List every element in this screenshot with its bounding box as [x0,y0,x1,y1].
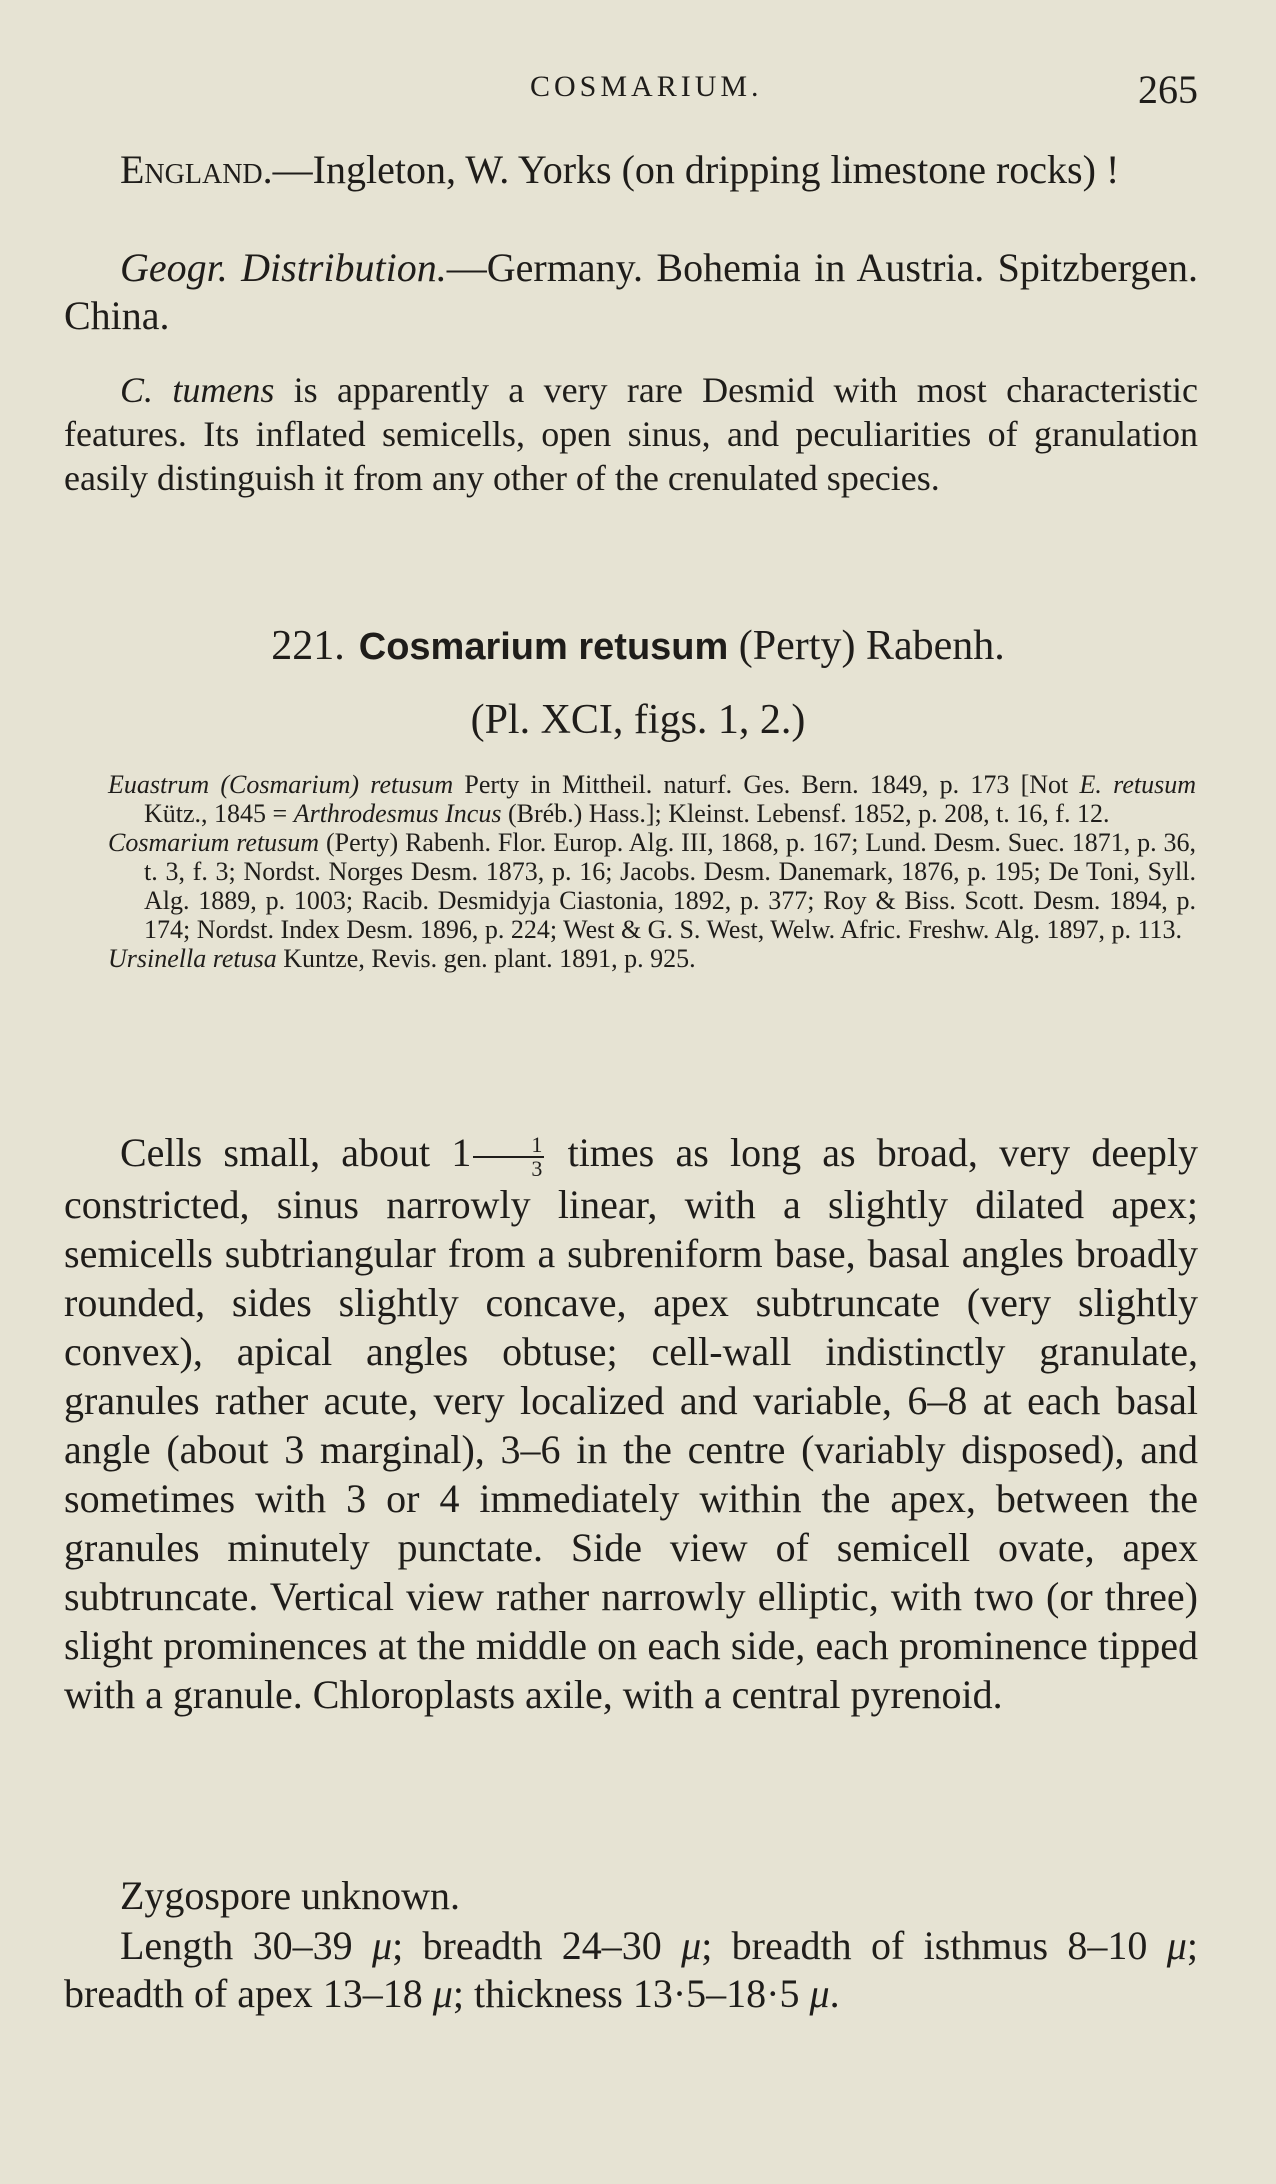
zygospore-note: Zygospore unknown. [120,1873,460,1918]
synonym-entry [108,944,1196,973]
fraction [473,1131,544,1181]
measurement-text: Length 30–39 [120,1923,372,1968]
england-text: —Ingleton, W. Yorks (on dripping limestone rocks) ! [272,147,1120,192]
species-heading [0,622,1276,670]
measurement-text: ; breadth of isthmus 8–10 [701,1923,1167,1968]
synonym-entry [108,770,1196,828]
england-record [64,146,1198,194]
note-species: C. tumens [120,370,275,410]
synonym-taxon: Ursinella retusa [108,944,277,973]
synonym-taxon: Cosmarium retusum [108,828,320,857]
micron-unit: μ [681,1923,702,1968]
measurement-text: ; breadth of apex 13–18 [64,1923,1198,2016]
fraction-denominator: 3 [531,1155,543,1181]
note-text: is apparently a very rare Desmid with most characteristic features. Its inflated semicells, open sinus, and peculiarities of granulation easily distinguish it from any other of the crenulated species. [64,370,1199,498]
synonym-citation: (Perty) Rabenh. Flor. Europ. Alg. III, 1868, p. 167; Lund. Desm. Suec. 1871, p. 36, t. 3, f. 3; Nordst. Norges Desm. 1873, p. 16; Jacobs. Desm. Danemark, 1876, p. 195; De Toni, Syll. Alg. 1889, p. 1003; Racib. Desmidyja Ciastonia, 1892, p. 377; Roy & Biss. Scott. Desm. 1894, p. 174; Nordst. Index Desm. 1896, p. 224; West & G. S. West, Welw. Afric. Freshw. Alg. 1897, p. 113. [144,828,1196,944]
species-authority: (Perty) Rabenh. [738,623,1005,669]
page-header [0,66,1276,116]
fraction-numerator: 1 [473,1134,544,1158]
distribution-text: —Germany. Bohemia in Austria. Spitzbergen. China. [64,245,1199,338]
running-title: COSMARIUM. [530,70,763,103]
plate-reference: (Pl. XCI, figs. 1, 2.) [470,697,806,743]
micron-unit: μ [432,1971,453,2016]
synonym-taxon: Arthrodesmus Incus [293,799,502,828]
micron-unit: μ [1166,1923,1187,1968]
synonym-taxon: E. retusum [1079,770,1196,799]
description-start: Cells small, about 1 [120,1130,472,1175]
description-paragraph [64,1128,1198,1719]
distribution-label: Geogr. Distribution. [120,245,447,290]
geographic-distribution [64,244,1198,340]
species-name: Cosmarium retusum [358,626,729,668]
note-paragraph [64,368,1198,500]
synonym-entry [108,828,1196,944]
description-rest: times as long as broad, very deeply constricted, sinus narrowly linear, with a slightly dilated apex; semicells subtriangular from a subreniform base, basal angles broadly rounded, sides slightly concave, apex subtruncate (very slightly convex), apical angles obtuse; cell-wall indistinctly granulate, granules rather acute, very localized and variable, 6–8 at each basal angle (about 3 marginal), 3–6 in the centre (variably disposed), and sometimes with 3 or 4 immediately within the apex, between the granules minutely punctate. Side view of semicell ovate, apex subtruncate. Vertical view rather narrowly elliptic, with two (or three) slight prominences at the middle on each side, each prominence tipped with a granule. Chloroplasts axile, with a central pyrenoid. [64,1130,1198,1717]
synonymy-list [108,770,1196,973]
measurement-text: ; breadth 24–30 [392,1923,682,1968]
measurement-text: . [829,1971,840,2016]
page-number: 265 [1138,67,1198,112]
synonym-citation: Perty in Mittheil. naturf. Ges. Bern. 1849, p. 173 [Not [453,770,1080,799]
england-label: England. [120,147,273,192]
measurement-text: ; thickness 13·5–18·5 [452,1971,810,2016]
synonym-taxon: Euastrum (Cosmarium) retusum [108,770,454,799]
synonym-citation: (Bréb.) Hass.]; Kleinst. Lebensf. 1852, p. 208, t. 16, f. 12. [501,799,1110,828]
synonym-citation: Kuntze, Revis. gen. plant. 1891, p. 925. [276,944,696,973]
micron-unit: μ [809,1971,830,2016]
measurements-paragraph [64,1922,1198,2018]
synonym-citation: Kütz., 1845 = [144,799,294,828]
species-number: 221. [271,623,345,669]
micron-unit: μ [371,1923,393,1968]
